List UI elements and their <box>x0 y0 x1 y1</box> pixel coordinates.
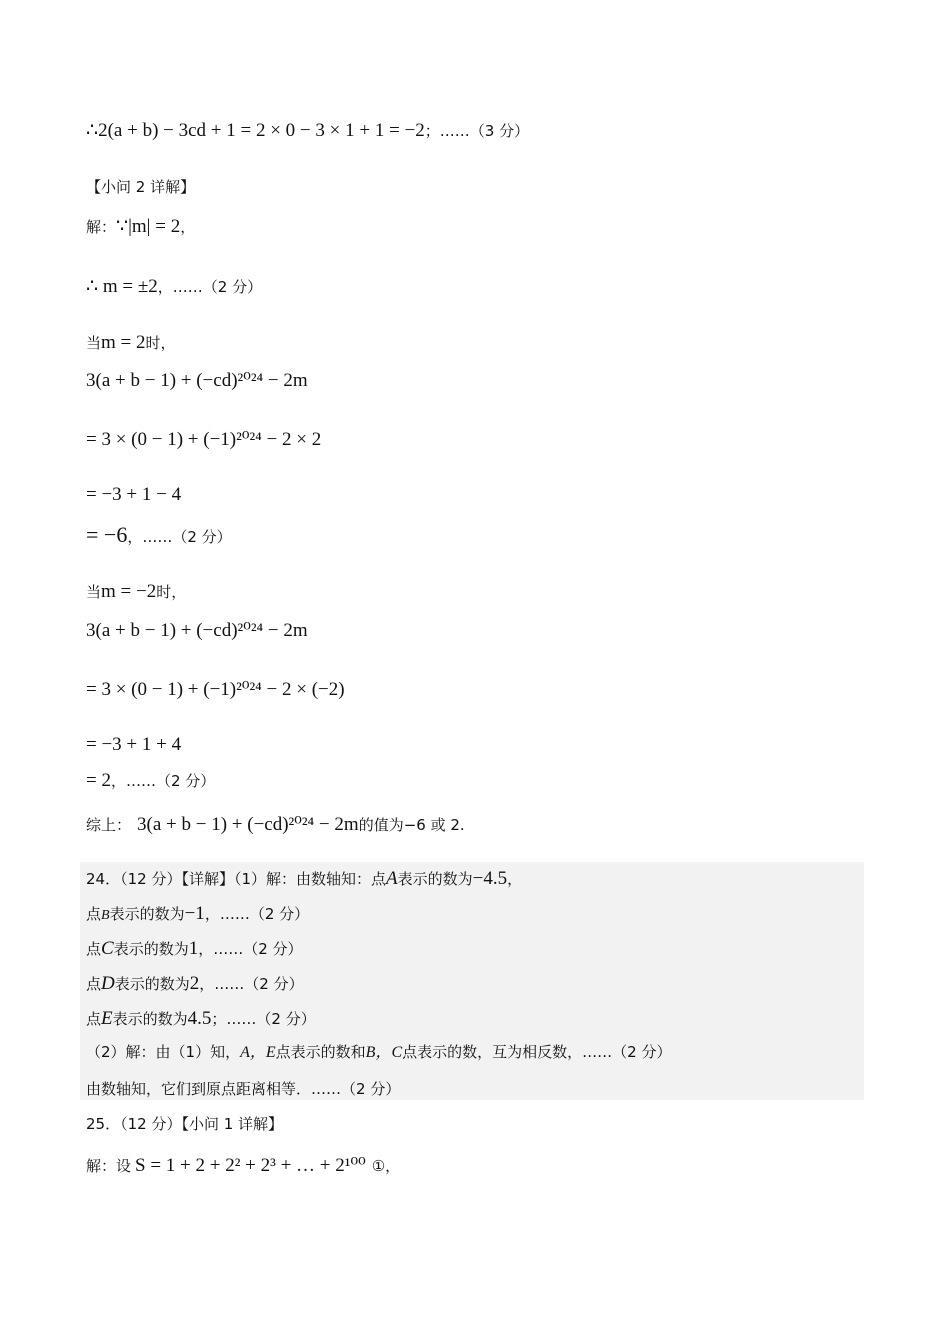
math-expression: 3(a + b − 1) + (−cd)²⁰²⁴ − 2m <box>86 370 308 391</box>
text: 点表示的数和 <box>275 1043 366 1061</box>
math-expression: ∵|m| = 2 <box>116 216 181 237</box>
text: ①， <box>371 1157 401 1175</box>
question-25-heading: 25．（12 分）【小问 1 详解】 <box>86 1115 284 1133</box>
section-heading: 【小问 2 详解】 <box>86 178 196 196</box>
math-expression: D <box>101 973 115 994</box>
text: ，……（2 分） <box>157 278 263 296</box>
text: 表示的数为 <box>114 975 190 993</box>
math-expression: −4.5 <box>472 868 508 889</box>
equation-line <box>86 770 215 793</box>
math-expression: = −3 + 1 + 4 <box>86 734 182 755</box>
question-24-line-5 <box>86 1008 316 1031</box>
text: ，……（2 分） <box>204 905 310 923</box>
math-expression: ∴2(a + b) − 3cd + 1 = 2 × 0 − 3 × 1 + 1 = −2 <box>86 120 425 141</box>
text: 的值为−6 或 2. <box>358 816 465 834</box>
text: 解： <box>86 218 117 236</box>
text: 24．（12 分）【详解】（1）解：由数轴知：点 <box>86 870 386 888</box>
math-expression: 1 <box>188 938 199 959</box>
text: 当 <box>86 334 102 352</box>
math-expression: B，C <box>365 1044 403 1061</box>
question-24-line-1 <box>86 868 522 891</box>
math-expression: 3(a + b − 1) + (−cd)²⁰²⁴ − 2m <box>137 814 359 835</box>
math-expression: = −6 <box>86 522 128 547</box>
text: ，……（2 分） <box>198 940 303 958</box>
text: ， <box>507 870 523 888</box>
math-expression: ∴ m = ±2 <box>86 276 158 297</box>
math-expression: = −3 + 1 − 4 <box>86 484 182 505</box>
text: （2）解：由（1）知， <box>86 1043 241 1061</box>
math-expression: B <box>101 908 110 923</box>
math-expression: = 3 × (0 − 1) + (−1)²⁰²⁴ − 2 × 2 <box>86 429 322 450</box>
text: 点表示的数，互为相反数，……（2 分） <box>402 1043 672 1061</box>
text: ；……（3 分） <box>424 122 530 140</box>
text: 表示的数为 <box>109 905 185 923</box>
text: ，……（2 分） <box>110 772 216 790</box>
question-24-line-2 <box>86 903 309 926</box>
conclusion-line <box>86 814 465 837</box>
case-line <box>86 332 176 355</box>
text: 当 <box>86 583 102 601</box>
text: 点 <box>86 1010 102 1028</box>
text: 表示的数为 <box>113 940 189 958</box>
text: 点 <box>86 940 102 958</box>
equation-line <box>86 522 232 548</box>
math-expression: C <box>101 938 114 959</box>
math-expression: S = 1 + 2 + 2² + 2³ + … + 2¹⁰⁰ <box>135 1155 366 1176</box>
text: ，……（2 分） <box>127 528 232 546</box>
text: 表示的数为 <box>397 870 473 888</box>
text: ，……（2 分） <box>199 975 304 993</box>
case-line <box>86 581 186 604</box>
math-expression: E <box>101 1008 113 1029</box>
math-expression: A，E <box>240 1044 276 1061</box>
question-25-line-2 <box>86 1155 400 1178</box>
text: 时， <box>145 334 176 352</box>
equation-line <box>86 120 529 143</box>
math-expression: m = −2 <box>101 581 157 602</box>
equation-line <box>86 276 262 299</box>
math-expression: = 3 × (0 − 1) + (−1)²⁰²⁴ − 2 × (−2) <box>86 679 345 700</box>
math-expression: 2 <box>189 973 200 994</box>
text: 点 <box>86 905 102 923</box>
math-expression: m = 2 <box>101 332 146 353</box>
question-24-line-7: 由数轴知，它们到原点距离相等．……（2 分） <box>86 1080 401 1098</box>
text: 点 <box>86 975 102 993</box>
text: 综上： <box>86 816 132 834</box>
question-24-line-4 <box>86 973 304 996</box>
math-expression: A <box>386 868 398 889</box>
math-expression: = 2 <box>86 770 111 791</box>
solution-line <box>86 216 195 239</box>
text: 时， <box>156 583 187 601</box>
text: 表示的数为 <box>112 1010 188 1028</box>
math-expression: 4.5 <box>187 1008 212 1029</box>
text: ， <box>180 218 196 236</box>
question-24-line-6 <box>86 1043 671 1062</box>
text: ；……（2 分） <box>211 1010 316 1028</box>
question-24-line-3 <box>86 938 303 961</box>
text: 解：设 <box>86 1157 132 1175</box>
math-expression: 3(a + b − 1) + (−cd)²⁰²⁴ − 2m <box>86 620 308 641</box>
math-expression: −1 <box>184 903 205 924</box>
